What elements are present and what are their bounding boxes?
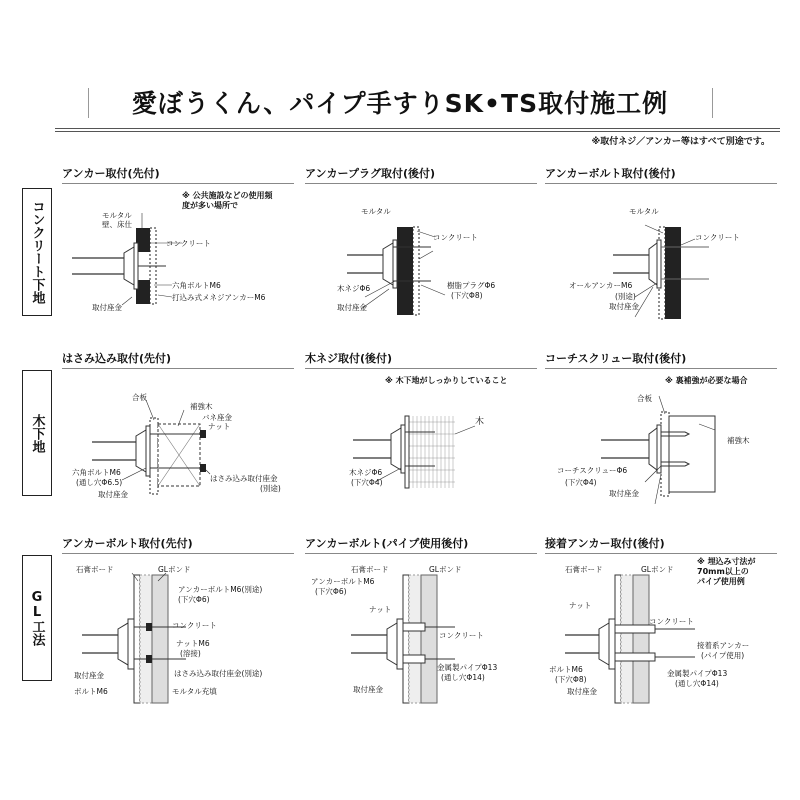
label-bolt: ボルトM6 [74, 687, 108, 696]
disclaimer-note: ※取付ネジ／アンカー等はすべて別途です。 [591, 137, 770, 147]
label-pilot-hole: (下穴Φ4) [351, 478, 383, 487]
label-washer: 取付座金 [337, 303, 367, 312]
cell-rule [305, 183, 537, 184]
label-washer: 取付座金 [609, 302, 639, 311]
label-pilot-hole: (下穴Φ6) [178, 595, 210, 604]
diagram-anchor-bolt-post [545, 185, 775, 330]
cell-rule [545, 368, 777, 369]
label-gypsum-board: 石膏ボード [351, 565, 389, 574]
label-nut: ナット [369, 605, 392, 614]
label-washer: 取付座金 [98, 490, 128, 499]
label-gl-bond: GLボンド [429, 565, 462, 574]
label-washer: 取付座金 [567, 687, 597, 696]
label-concrete: コンクリート [439, 631, 484, 640]
cell-wood-screw [305, 350, 535, 515]
label-concrete: コンクリート [649, 617, 694, 626]
cell-anchor-plug [305, 165, 535, 330]
label-plywood: 合板 [637, 394, 652, 403]
label-through-hole: (通し穴Φ14) [441, 673, 485, 682]
title-bracket-left [88, 88, 89, 118]
cell-title: 木ネジ取付(後付) [305, 352, 393, 365]
cell-title: アンカーボルト取付(先付) [62, 537, 193, 550]
label-wall-floor: 壁、床仕 [102, 220, 132, 229]
label-concrete: コンクリート [166, 239, 211, 248]
label-gypsum-board: 石膏ボード [76, 565, 114, 574]
title-rule-thin [55, 131, 780, 132]
label-nut: ナット [208, 422, 231, 431]
label-bolt: ボルトM6 [549, 665, 583, 674]
cell-title: アンカー取付(先付) [62, 167, 160, 180]
cell-title: アンカープラグ取付(後付) [305, 167, 436, 180]
cell-gl-anchor-pre [62, 535, 292, 700]
label-through-hole: (通し穴Φ6.5) [76, 478, 123, 487]
cell-title: 接着アンカー取付(後付) [545, 537, 665, 550]
label-pipe-used: (パイプ使用) [701, 651, 745, 660]
label-pilot-hole: (下穴Φ8) [451, 291, 483, 300]
cell-note: ※ 公共施設などの使用頻 度が多い場所で [182, 191, 273, 210]
label-reinforce-wood: 補強木 [190, 402, 213, 411]
cell-anchor-pre [62, 165, 292, 330]
label-concrete: コンクリート [695, 233, 740, 242]
label-mortar: モルタル [102, 211, 132, 220]
label-washer: 取付座金 [609, 489, 639, 498]
cell-title: アンカーボルト取付(後付) [545, 167, 676, 180]
cell-note: ※ 裏補強が必要な場合 [665, 376, 748, 385]
cell-rule [305, 368, 537, 369]
label-adhesive-anchor: 接着系アンカー [697, 641, 750, 650]
cell-rule [305, 553, 537, 554]
label-mortar: モルタル [629, 207, 659, 216]
label-mortar-fill: モルタル充填 [172, 687, 217, 696]
label-spring-washer: バネ座金 [202, 413, 232, 422]
page-title: 愛ぼうくん、パイプ手すりSK•TS取付施工例 [131, 89, 669, 118]
row-label-concrete: コンクリート下地 [22, 188, 52, 316]
cell-coach-screw [545, 350, 775, 515]
cell-rule [545, 553, 777, 554]
label-welded: (溶接) [180, 649, 201, 658]
label-drive-anchor: 打込み式メネジアンカーM6 [172, 293, 266, 302]
cell-sandwich-pre [62, 350, 292, 515]
label-wood-screw: 木ネジΦ6 [349, 468, 383, 477]
label-metal-pipe: 金属製パイプΦ13 [437, 663, 498, 672]
label-sandwich-washer: はさみ込み取付座金 [210, 474, 278, 483]
label-separate: (別途) [615, 292, 636, 301]
cell-rule [62, 553, 294, 554]
label-nut: ナット [569, 601, 592, 610]
title-bracket-right [712, 88, 713, 118]
label-washer: 取付座金 [74, 671, 104, 680]
cell-title: アンカーボルト(パイプ使用後付) [305, 537, 469, 550]
label-mortar: モルタル [361, 207, 391, 216]
label-reinforce-wood: 補強木 [727, 436, 750, 445]
label-washer: 取付座金 [92, 303, 122, 312]
label-resin-plug: 樹脂プラグΦ6 [447, 281, 496, 290]
label-washer: 取付座金 [353, 685, 383, 694]
row-label-wood: 木下地 [22, 370, 52, 496]
label-anchor-bolt: アンカーボルトM6 [311, 577, 375, 586]
label-gypsum-board: 石膏ボード [565, 565, 603, 574]
label-wood: 木 [475, 417, 485, 427]
label-pilot-hole: (下穴Φ6) [315, 587, 347, 596]
cell-note: ※ 木下地がしっかりしていること [385, 376, 508, 385]
cell-title: はさみ込み取付(先付) [62, 352, 172, 365]
label-separate: (別途) [260, 484, 281, 493]
cell-rule [62, 368, 294, 369]
cell-gl-adhesive-anchor [545, 535, 775, 700]
label-gl-bond: GLボンド [641, 565, 674, 574]
diagram-gl-anchor-pre [62, 555, 292, 705]
cell-title: コーチスクリュー取付(後付) [545, 352, 687, 365]
cell-note: ※ 埋込み寸法が 70mm以上の パイプ使用例 [697, 557, 756, 586]
label-hex-bolt: 六角ボルトM6 [172, 281, 221, 290]
title-rule [55, 128, 780, 129]
label-concrete: コンクリート [433, 233, 478, 242]
label-plywood: 合板 [132, 393, 147, 402]
label-wood-screw: 木ネジΦ6 [337, 284, 371, 293]
cell-gl-anchor-pipe [305, 535, 535, 700]
row-label-gl: GL工法 [22, 555, 52, 681]
label-anchor-bolt: アンカーボルトM6(別途) [178, 585, 263, 594]
label-gl-bond: GLボンド [158, 565, 191, 574]
label-nut: ナットM6 [176, 639, 210, 648]
cell-rule [62, 183, 294, 184]
diagram-sandwich-pre [62, 370, 292, 515]
label-pilot-hole: (下穴Φ4) [565, 478, 597, 487]
cell-rule [545, 183, 777, 184]
label-hex-bolt: 六角ボルトM6 [72, 468, 121, 477]
label-concrete: コンクリート [172, 621, 217, 630]
label-all-anchor: オールアンカーM6 [569, 281, 633, 290]
cell-anchor-bolt-post [545, 165, 775, 330]
label-sandwich-washer: はさみ込み取付座金(別途) [174, 669, 263, 678]
label-through-hole: (通し穴Φ14) [675, 679, 719, 688]
label-metal-pipe: 金属製パイプΦ13 [667, 669, 728, 678]
label-coach-screw: コーチスクリューΦ6 [557, 466, 628, 475]
label-pilot-hole: (下穴Φ8) [555, 675, 587, 684]
diagram-wood-screw [305, 370, 535, 515]
